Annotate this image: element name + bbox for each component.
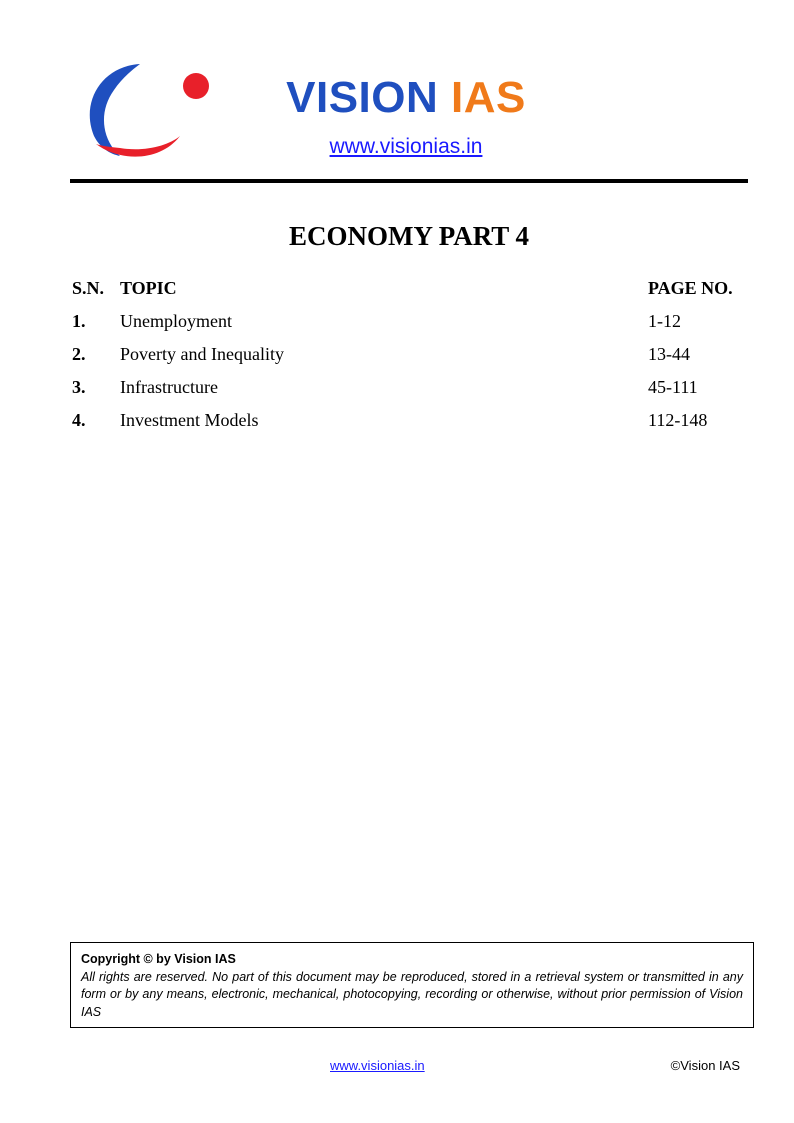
brand-vision: VISION [286, 73, 439, 122]
toc-topic: Poverty and Inequality [120, 344, 284, 364]
copyright-box [70, 942, 754, 1028]
toc-topic: Unemployment [120, 311, 232, 331]
copyright-title: Copyright © by Vision IAS [81, 952, 236, 966]
brand-name [220, 70, 592, 126]
footer-copyright: ©Vision IAS [670, 1058, 740, 1073]
brand-ias: IAS [451, 73, 526, 122]
toc-topic: Infrastructure [120, 377, 218, 397]
vision-ias-logo [80, 62, 212, 160]
toc-topic: Investment Models [120, 410, 259, 430]
toc-page: 1-12 [648, 311, 681, 331]
toc-row [72, 371, 752, 404]
toc-header-sn: S.N. [72, 278, 105, 298]
toc-sn: 2. [72, 344, 86, 364]
toc-header-page: PAGE NO. [648, 278, 733, 298]
toc-header-row [72, 272, 752, 305]
logo-red-dot [183, 73, 209, 99]
toc-sn: 3. [72, 377, 86, 397]
document-title: ECONOMY PART 4 [288, 221, 530, 251]
toc-row [72, 338, 752, 371]
toc-sn: 1. [72, 311, 86, 331]
logo-blue-crescent [90, 64, 140, 156]
table-of-contents [72, 272, 752, 437]
toc-page: 45-111 [648, 377, 698, 397]
toc-page: 112-148 [648, 410, 708, 430]
toc-row [72, 404, 752, 437]
copyright-text: All rights are reserved. No part of this document may be reproduced, stored in a retrieval system or transmitted in any form or by any means, electronic, mechanical, photocopying, recording or otherwise, without prior permission of Vision IAS [81, 969, 743, 1019]
toc-row [72, 305, 752, 338]
header-divider [70, 179, 748, 183]
toc-header-topic: TOPIC [120, 278, 177, 298]
toc-sn: 4. [72, 410, 86, 430]
footer-website-link[interactable]: www.visionias.in [330, 1058, 425, 1073]
toc-page: 13-44 [648, 344, 690, 364]
website-link[interactable]: www.visionias.in [329, 135, 483, 158]
